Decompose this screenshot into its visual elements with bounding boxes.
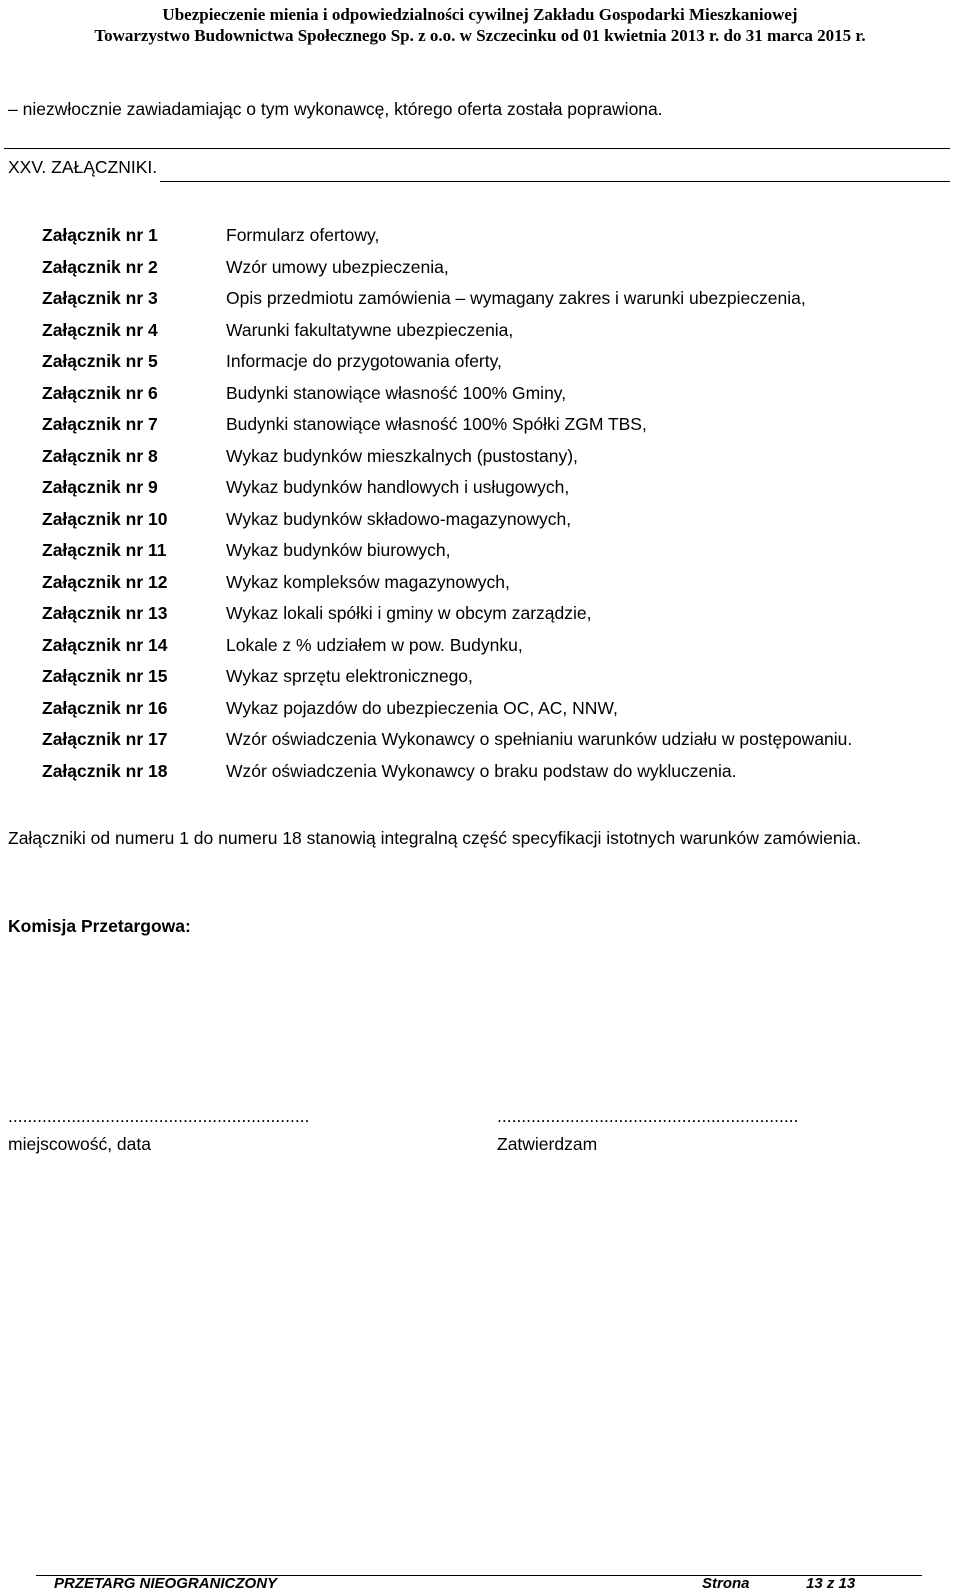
signature-dots: .............................................................. bbox=[8, 1106, 310, 1126]
list-item bbox=[42, 567, 952, 599]
list-item bbox=[42, 661, 952, 693]
list-item bbox=[42, 504, 952, 536]
attachment-description: Wykaz budynków składowo-magazynowych, bbox=[226, 508, 572, 529]
section-divider-bottom bbox=[160, 181, 950, 182]
attachment-description: Informacje do przygotowania oferty, bbox=[226, 351, 502, 371]
committee-heading: Komisja Przetargowa: bbox=[8, 916, 191, 936]
list-item bbox=[42, 409, 952, 441]
attachment-number: Załącznik nr 12 bbox=[42, 571, 168, 592]
attachment-description: Formularz ofertowy, bbox=[226, 225, 380, 245]
list-item bbox=[42, 220, 952, 252]
attachment-number: Załącznik nr 6 bbox=[42, 382, 158, 403]
section-divider-top bbox=[4, 148, 950, 149]
attachment-number: Załącznik nr 17 bbox=[42, 729, 168, 749]
list-item bbox=[42, 693, 952, 725]
list-item bbox=[42, 346, 952, 378]
attachment-number: Załącznik nr 16 bbox=[42, 697, 168, 718]
attachment-number: Załącznik nr 1 bbox=[42, 225, 158, 245]
document-header bbox=[0, 4, 960, 46]
attachment-number: Załącznik nr 18 bbox=[42, 760, 168, 781]
footer-page-number: 13 z 13 bbox=[806, 1575, 856, 1592]
list-item bbox=[42, 283, 952, 315]
list-item bbox=[42, 756, 952, 788]
list-item bbox=[42, 378, 952, 410]
attachment-number: Załącznik nr 2 bbox=[42, 256, 158, 277]
attachment-description: Budynki stanowiące własność 100% Spółki ZGM TBS, bbox=[226, 414, 647, 434]
attachment-description: Wykaz sprzętu elektronicznego, bbox=[226, 666, 473, 686]
attachment-description: Wykaz kompleksów magazynowych, bbox=[226, 571, 510, 592]
section-title: XXV. ZAŁĄCZNIKI. bbox=[8, 157, 158, 177]
attachment-number: Załącznik nr 15 bbox=[42, 666, 168, 686]
attachment-number: Załącznik nr 8 bbox=[42, 445, 158, 466]
signature-block-place-date bbox=[8, 1102, 309, 1158]
list-item bbox=[42, 630, 952, 662]
attachment-description: Wykaz budynków biurowych, bbox=[226, 540, 451, 560]
signature-label: miejscowość, data bbox=[8, 1134, 151, 1154]
attachment-description: Wykaz budynków mieszkalnych (pustostany), bbox=[226, 445, 578, 466]
attachment-description: Wzór oświadczenia Wykonawcy o spełnianiu warunków udziału w postępowaniu. bbox=[226, 729, 853, 749]
attachment-number: Załącznik nr 3 bbox=[42, 288, 158, 308]
header-line-2: Towarzystwo Budownictwa Społecznego Sp. z o.o. w Szczecinku od 01 kwietnia 2013 r. do 31 marca 2015 r. bbox=[94, 26, 866, 45]
attachment-number: Załącznik nr 4 bbox=[42, 319, 158, 340]
signature-block-approval bbox=[497, 1102, 798, 1158]
footer-page-label: Strona bbox=[702, 1575, 750, 1592]
attachment-description: Lokale z % udziałem w pow. Budynku, bbox=[226, 634, 523, 655]
attachments-list bbox=[42, 220, 952, 787]
list-item bbox=[42, 315, 952, 347]
attachment-description: Wykaz budynków handlowych i usługowych, bbox=[226, 477, 570, 497]
list-item bbox=[42, 598, 952, 630]
attachment-description: Wykaz lokali spółki i gminy w obcym zarządzie, bbox=[226, 603, 592, 623]
attachment-number: Załącznik nr 5 bbox=[42, 351, 158, 371]
attachment-description: Wykaz pojazdów do ubezpieczenia OC, AC, NNW, bbox=[226, 697, 618, 718]
summary-paragraph: Załączniki od numeru 1 do numeru 18 stanowią integralną część specyfikacji istotnych warunków zamówienia. bbox=[8, 828, 862, 848]
list-item bbox=[42, 724, 952, 756]
attachment-number: Załącznik nr 11 bbox=[42, 540, 167, 560]
list-item bbox=[42, 472, 952, 504]
attachment-description: Warunki fakultatywne ubezpieczenia, bbox=[226, 319, 514, 340]
footer-title: PRZETARG NIEOGRANICZONY bbox=[54, 1575, 278, 1592]
attachment-description: Opis przedmiotu zamówienia – wymagany zakres i warunki ubezpieczenia, bbox=[226, 288, 806, 308]
intro-text: – niezwłocznie zawiadamiając o tym wykonawcę, którego oferta została poprawiona. bbox=[8, 99, 663, 119]
attachment-description: Budynki stanowiące własność 100% Gminy, bbox=[226, 382, 567, 403]
header-line-1: Ubezpieczenie mienia i odpowiedzialności cywilnej Zakładu Gospodarki Mieszkaniowej bbox=[162, 5, 798, 24]
signature-label: Zatwierdzam bbox=[497, 1134, 598, 1154]
attachment-number: Załącznik nr 9 bbox=[42, 477, 158, 497]
attachment-description: Wzór oświadczenia Wykonawcy o braku podstaw do wykluczenia. bbox=[226, 760, 737, 781]
list-item bbox=[42, 441, 952, 473]
list-item bbox=[42, 535, 952, 567]
attachment-number: Załącznik nr 13 bbox=[42, 603, 168, 623]
signature-dots: .............................................................. bbox=[497, 1106, 799, 1126]
attachment-number: Załącznik nr 14 bbox=[42, 634, 168, 655]
attachment-number: Załącznik nr 7 bbox=[42, 414, 158, 434]
attachment-number: Załącznik nr 10 bbox=[42, 508, 168, 529]
attachment-description: Wzór umowy ubezpieczenia, bbox=[226, 256, 449, 277]
list-item bbox=[42, 252, 952, 284]
